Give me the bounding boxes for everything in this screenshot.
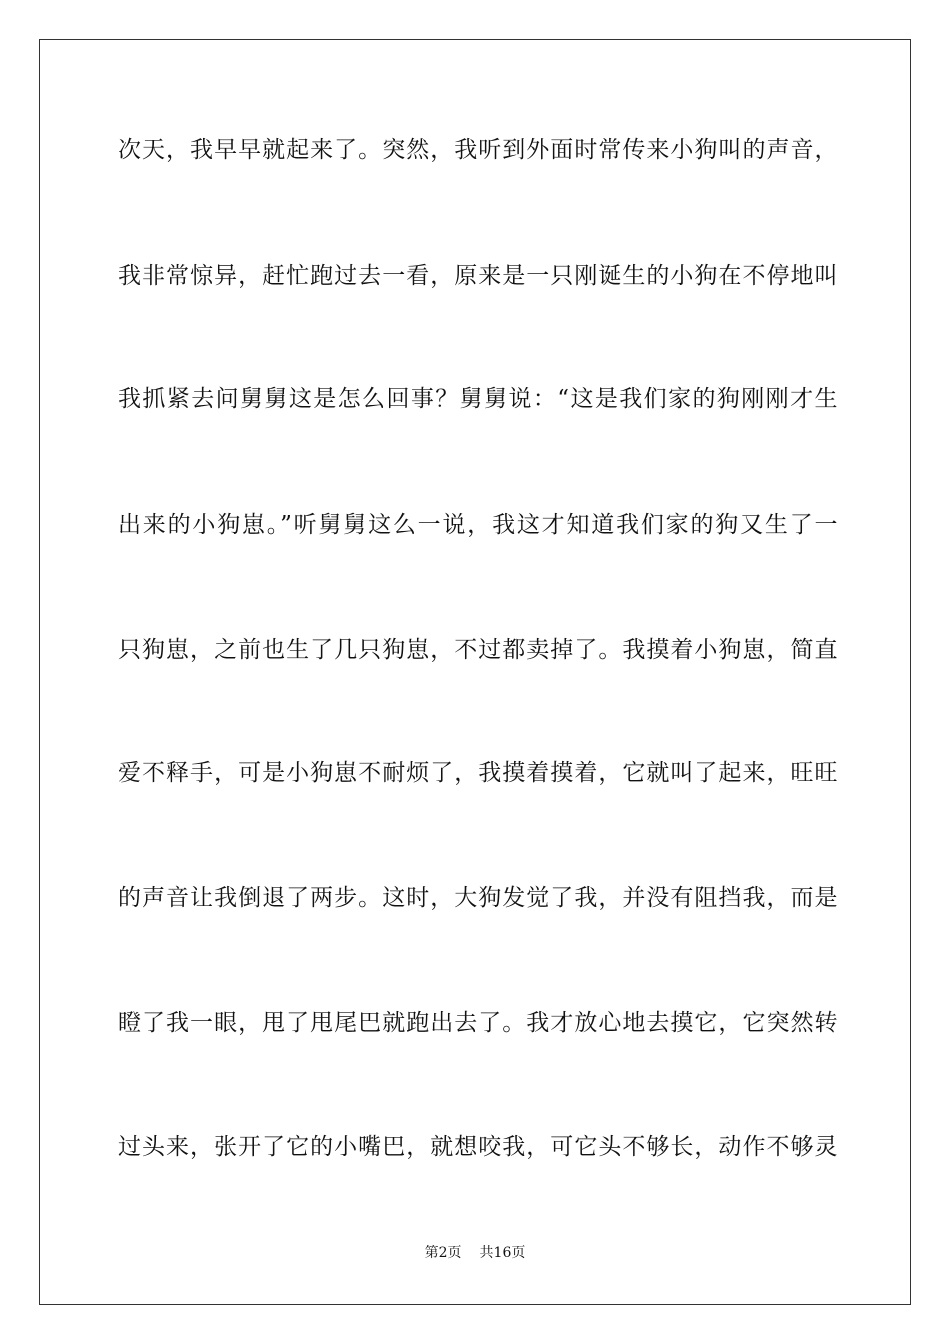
page-border: [39, 39, 911, 1305]
body-text-line: 我非常惊异，赶忙跑过去一看，原来是一只刚诞生的小狗在不停地叫: [118, 263, 838, 289]
body-text-line: 我抓紧去问舅舅这是怎么回事？舅舅说：“这是我们家的狗刚刚才生: [118, 386, 838, 412]
page-total: 共16页: [479, 1245, 526, 1261]
body-text-line: 过头来，张开了它的小嘴巴，就想咬我，可它头不够长，动作不够灵: [118, 1134, 838, 1160]
body-text-line: 的声音让我倒退了两步。这时，大狗发觉了我，并没有阻挡我，而是: [118, 885, 838, 911]
page-footer: [0, 1244, 950, 1262]
body-text-line: 爱不释手，可是小狗崽不耐烦了，我摸着摸着，它就叫了起来，旺旺: [118, 760, 838, 786]
body-text-line: 只狗崽，之前也生了几只狗崽，不过都卖掉了。我摸着小狗崽，简直: [118, 637, 838, 663]
body-text-line: 出来的小狗崽。”听舅舅这么一说，我这才知道我们家的狗又生了一: [118, 512, 838, 538]
body-text-line: 次天，我早早就起来了。突然，我听到外面时常传来小狗叫的声音，: [118, 137, 838, 163]
body-text-line: 瞪了我一眼，甩了甩尾巴就跑出去了。我才放心地去摸它，它突然转: [118, 1010, 838, 1036]
page-number: 第2页: [424, 1245, 462, 1261]
